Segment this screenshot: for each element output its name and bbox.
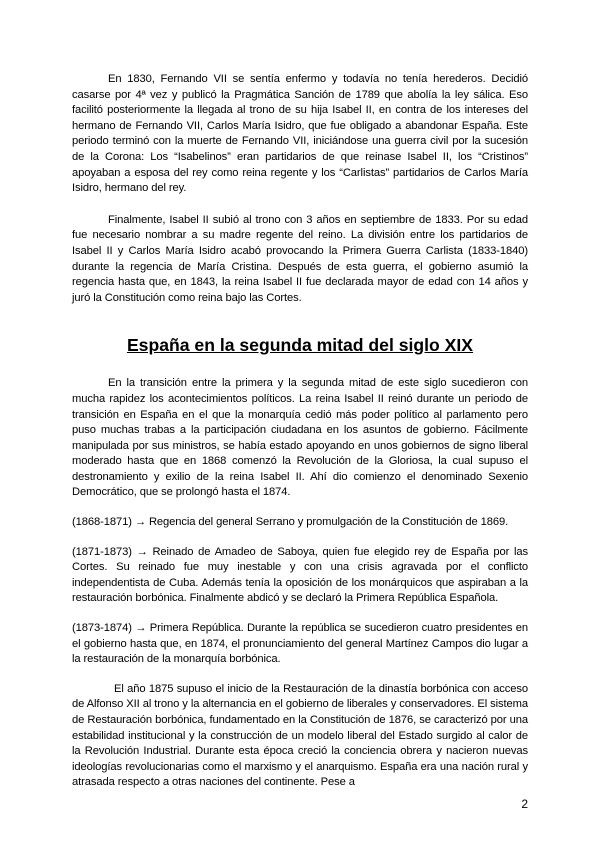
paragraph-transition: En la transición entre la primera y la segunda mitad de este siglo sucedieron con mucha rapidez los acontecimientos políticos. La reina Isabel II reinó durante un periodo de transición en España en el que la monarquía cedió más poder político al parlamento pero puso muchas trabas a la participación ciudadana en los asuntos de gobierno. Fácilmente manipulada por sus ministros, se había estado apoyando en unos gobiernos de signo liberal moderado hasta que en 1868 comenzó la Revolución de la Gloriosa, la cual supuso el destronamiento y exilio de la reina Isabel II. Ahí dio comienzo el denominado Sexenio Democrático, que se prolongó hasta el 1874. — [72, 377, 528, 499]
paragraph-isabel-ii: Finalmente, Isabel II subió al trono con 3 años en septiembre de 1833. Por su edad fue necesario nombrar a su madre regente del reino. La división entre los partidarios de Isabel II y Carlos María Isidro acabó provocando la Primera Guerra Carlista (1833-1840) durante la regencia de María Cristina. Después de esta guerra, el gobierno asumió la regencia hasta que, en 1843, la reina Isabel II fue declarada mayor de edad con 14 años y juró la Constitución como reina bajo las Cortes. — [72, 213, 528, 304]
paragraph-fernando-vii: En 1830, Fernando VII se sentía enfermo y todavía no tenía herederos. Decidió casarse por 4ª vez y publicó la Pragmática Sanción de 1789 que abolía la ley sálica. Eso facilitó posteriormente la llegada al trono de su hija Isabel II, en contra de los intereses del hermano de Fernando VII, Carlos María Isidro, que fue obligado a abandonar España. Este periodo terminó con la muerte de Fernando VII, iniciándose una guerra civil por la sucesión de la Corona: Los “Isabelinos” eran partidarios de que reinase Isabel II, los “Cristinos” apoyaban a esposa del rey como reina regente y los “Carlistas” partidarios de Carlos María Isidro, hermano del rey. — [72, 73, 528, 195]
timeline-serrano: (1868-1871) → Regencia del general Serrano y promulgación de la Constitución de 1869. — [72, 516, 509, 529]
section-title: España en la segunda mitad del siglo XIX — [126, 335, 474, 356]
timeline-amadeo: (1871-1873) → Reinado de Amadeo de Saboya, quien fue elegido rey de España por las Cortes. Su reinado fue muy inestable y con una crisis agravada por el conflicto independentista de Cuba. Además tenía la oposición de los monárquicos que aspiraban a la restauración borbónica. Finalmente abdicó y se declaró la Primera República Española. — [72, 545, 528, 605]
timeline-republica: (1873-1874) → Primera República. Durante la república se sucedieron cuatro presidentes en el gobierno hasta que, en 1874, el pronunciamiento del general Martínez Campos dio lugar a la restauración de la monarquía borbónica. — [72, 622, 528, 666]
page-number: 2 — [521, 797, 528, 811]
document-page — [72, 72, 528, 791]
paragraph-restauracion: El año 1875 supuso el inicio de la Restauración de la dinastía borbónica con acceso de Alfonso XII al trono y la alternancia en el gobierno de liberales y conservadores. El sistema de Restauración borbónica, fundamentado en la Constitución de 1876, se caracterizó por una estabilidad institucional y la construcción de un modelo liberal del Estado surgido al calor de la Revolución Industrial. Durante esta época creció la conciencia obrera y nacieron nuevas ideologías revolucionarias como el marxismo y el anarquismo. España era una nación rural y atrasada respecto a otras naciones del continente. Pese a — [72, 682, 528, 789]
